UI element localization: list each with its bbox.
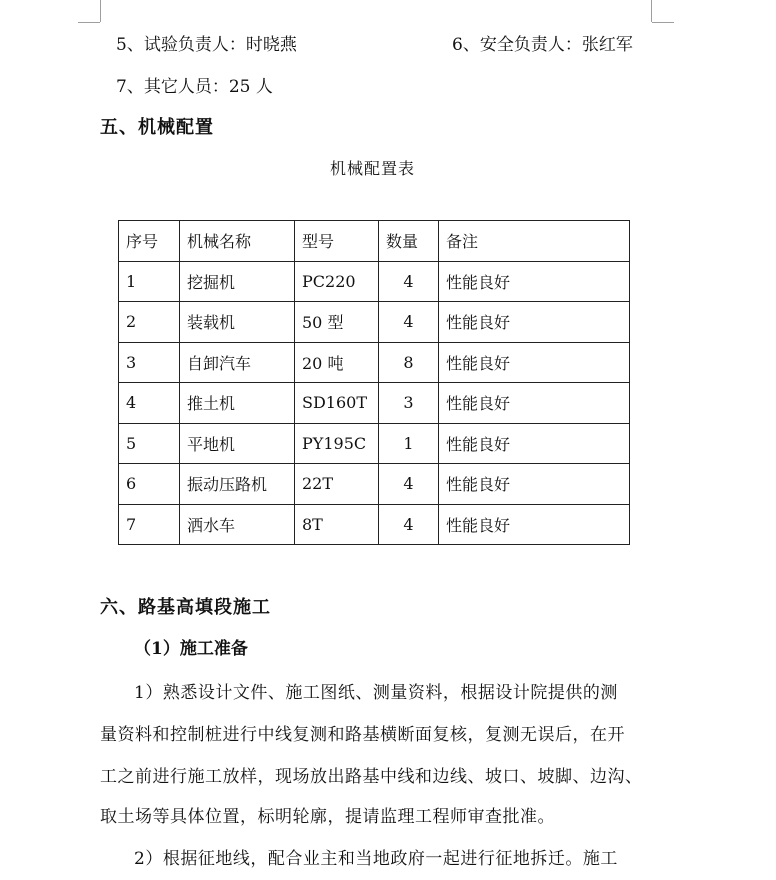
table-cell: 7	[119, 504, 180, 545]
staff-safety-lead: 6、安全负责人：张红军	[452, 35, 633, 55]
column-header: 备注	[439, 221, 630, 262]
table-row	[119, 383, 630, 424]
machinery-table	[118, 220, 630, 545]
table-cell: 挖掘机	[180, 261, 295, 302]
table-cell: 性能良好	[439, 423, 630, 464]
table-cell: 平地机	[180, 423, 295, 464]
section-heading-high-fill: 六、路基高填段施工	[100, 597, 271, 618]
table-cell: 8T	[295, 504, 379, 545]
paragraph-line: 取土场等具体位置，标明轮廓，提请监理工程师审查批准。	[100, 807, 555, 827]
table-cell: 50 型	[295, 302, 379, 343]
table-cell: 性能良好	[439, 383, 630, 424]
table-cell: 1	[119, 261, 180, 302]
table-cell: 4	[379, 464, 439, 505]
subsection-heading-preparation: （1）施工准备	[134, 639, 248, 659]
table-cell: SD160T	[295, 383, 379, 424]
table-cell: 性能良好	[439, 261, 630, 302]
table-cell: 推土机	[180, 383, 295, 424]
table-cell: 22T	[295, 464, 379, 505]
table-header-row	[119, 221, 630, 262]
table-row	[119, 342, 630, 383]
table-cell: 振动压路机	[180, 464, 295, 505]
table-cell: PC220	[295, 261, 379, 302]
table-cell: 装载机	[180, 302, 295, 343]
table-cell: 3	[379, 383, 439, 424]
column-header: 机械名称	[180, 221, 295, 262]
table-cell: 20 吨	[295, 342, 379, 383]
table-row	[119, 261, 630, 302]
crop-mark	[100, 0, 101, 22]
table-cell: 洒水车	[180, 504, 295, 545]
crop-mark	[652, 22, 674, 23]
paragraph-line: 2）根据征地线，配合业主和当地政府一起进行征地拆迁。施工	[134, 849, 618, 869]
table-cell: 6	[119, 464, 180, 505]
table-cell: 自卸汽车	[180, 342, 295, 383]
table-row	[119, 464, 630, 505]
paragraph-line: 工之前进行施工放样，现场放出路基中线和边线、坡口、坡脚、边沟、	[100, 767, 643, 787]
column-header: 序号	[119, 221, 180, 262]
paragraph-line: 1）熟悉设计文件、施工图纸、测量资料，根据设计院提供的测	[134, 683, 618, 703]
staff-test-lead: 5、试验负责人：时晓燕	[116, 35, 297, 55]
table-cell: 性能良好	[439, 302, 630, 343]
table-cell: 4	[379, 261, 439, 302]
table-row	[119, 302, 630, 343]
column-header: 数量	[379, 221, 439, 262]
crop-mark	[651, 0, 652, 22]
table-cell: 5	[119, 423, 180, 464]
table-row	[119, 423, 630, 464]
table-cell: 4	[379, 302, 439, 343]
table-caption: 机械配置表	[330, 159, 416, 178]
table-cell: 3	[119, 342, 180, 383]
column-header: 型号	[295, 221, 379, 262]
table-cell: 4	[379, 504, 439, 545]
crop-mark	[78, 22, 100, 23]
table-cell: 性能良好	[439, 504, 630, 545]
paragraph-line: 量资料和控制桩进行中线复测和路基横断面复核，复测无误后，在开	[100, 725, 625, 745]
section-heading-machinery: 五、机械配置	[100, 117, 214, 138]
table-cell: 性能良好	[439, 464, 630, 505]
table-cell: PY195C	[295, 423, 379, 464]
table-row	[119, 504, 630, 545]
table-cell: 2	[119, 302, 180, 343]
table-cell: 1	[379, 423, 439, 464]
table-cell: 8	[379, 342, 439, 383]
table-cell: 性能良好	[439, 342, 630, 383]
staff-other: 7、其它人员：25 人	[116, 77, 273, 97]
table-cell: 4	[119, 383, 180, 424]
